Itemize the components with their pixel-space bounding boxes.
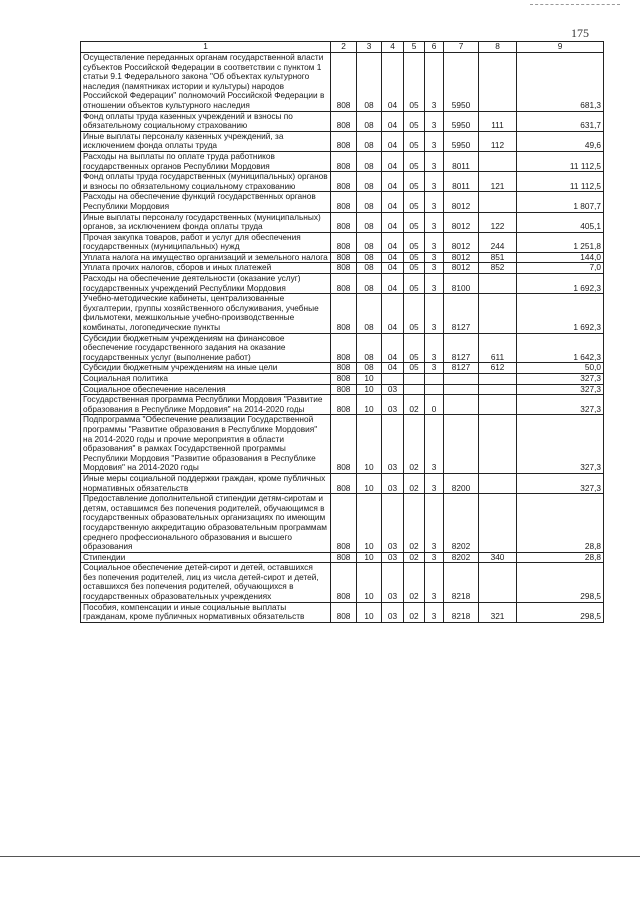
subsection-code-cell: 04 [382, 274, 404, 294]
section-code-cell: 08 [357, 333, 382, 363]
ministry-code-cell: 808 [331, 395, 357, 415]
program-code-cell: 05 [404, 263, 425, 274]
amount-cell: 327,3 [517, 415, 604, 474]
subsection-code-cell: 04 [382, 151, 404, 171]
table-row [81, 395, 604, 415]
bottom-edge-rule [0, 856, 640, 857]
expense-type-code-cell [479, 53, 517, 112]
subsection-code-cell: 04 [382, 212, 404, 232]
item-name-cell: Государственная программа Республики Мордовия "Развитие образования в Республике Мордовия" на 2014-2020 годы [81, 395, 331, 415]
item-name-cell: Предоставление дополнительной стипендии детям-сиротам и детям, оставшимся без попечения родителей, обучающимся в государственных образовательных организациях по имеющим государственную аккредитацию образовательным программам среднего профессионального образования и высшего образования [81, 494, 331, 553]
subprogram-code-cell: 3 [425, 151, 444, 171]
item-name-cell: Стипендии [81, 552, 331, 563]
table-row [81, 212, 604, 232]
table-row [81, 602, 604, 622]
item-name-cell: Субсидии бюджетным учреждениям на финансовое обеспечение государственного задания на оказание государственных услуг (выполнение работ) [81, 333, 331, 363]
subsection-code-cell: 03 [382, 602, 404, 622]
column-header-7: 7 [444, 42, 479, 53]
subprogram-code-cell: 3 [425, 252, 444, 263]
expense-type-code-cell [479, 563, 517, 602]
expense-type-code-cell [479, 294, 517, 333]
section-code-cell: 10 [357, 602, 382, 622]
subsection-code-cell: 04 [382, 294, 404, 333]
program-code-cell: 05 [404, 192, 425, 212]
expense-type-code-cell [479, 395, 517, 415]
subprogram-code-cell: 3 [425, 274, 444, 294]
section-code-cell: 10 [357, 384, 382, 395]
amount-cell: 298,5 [517, 602, 604, 622]
target-code-cell: 8202 [444, 494, 479, 553]
table-row [81, 192, 604, 212]
amount-cell: 11 112,5 [517, 151, 604, 171]
program-code-cell [404, 384, 425, 395]
table-row [81, 232, 604, 252]
subprogram-code-cell: 3 [425, 552, 444, 563]
table-row [81, 151, 604, 171]
ministry-code-cell: 808 [331, 212, 357, 232]
target-code-cell: 8011 [444, 151, 479, 171]
expense-type-code-cell [479, 374, 517, 385]
ministry-code-cell: 808 [331, 363, 357, 374]
amount-cell: 144,0 [517, 252, 604, 263]
table-row [81, 111, 604, 131]
target-code-cell: 8202 [444, 552, 479, 563]
expense-type-code-cell: 111 [479, 111, 517, 131]
program-code-cell: 05 [404, 131, 425, 151]
program-code-cell: 02 [404, 552, 425, 563]
target-code-cell [444, 395, 479, 415]
subsection-code-cell: 03 [382, 563, 404, 602]
subprogram-code-cell: 3 [425, 294, 444, 333]
expense-type-code-cell [479, 274, 517, 294]
amount-cell: 1 807,7 [517, 192, 604, 212]
subsection-code-cell: 03 [382, 494, 404, 553]
ministry-code-cell: 808 [331, 131, 357, 151]
section-code-cell: 08 [357, 274, 382, 294]
item-name-cell: Уплата прочих налогов, сборов и иных платежей [81, 263, 331, 274]
table-row [81, 252, 604, 263]
ministry-code-cell: 808 [331, 602, 357, 622]
column-header-1: 1 [81, 42, 331, 53]
table-row [81, 172, 604, 192]
subsection-code-cell: 03 [382, 395, 404, 415]
subsection-code-cell: 03 [382, 552, 404, 563]
item-name-cell: Субсидии бюджетным учреждениям на иные цели [81, 363, 331, 374]
target-code-cell: 8200 [444, 473, 479, 493]
target-code-cell [444, 384, 479, 395]
amount-cell: 7,0 [517, 263, 604, 274]
item-name-cell: Иные меры социальной поддержки граждан, кроме публичных нормативных обязательств [81, 473, 331, 493]
section-code-cell: 08 [357, 192, 382, 212]
target-code-cell: 5950 [444, 111, 479, 131]
subprogram-code-cell [425, 374, 444, 385]
ministry-code-cell: 808 [331, 494, 357, 553]
program-code-cell: 05 [404, 111, 425, 131]
subprogram-code-cell: 3 [425, 111, 444, 131]
expense-type-code-cell [479, 494, 517, 553]
item-name-cell: Фонд оплаты труда казенных учреждений и взносы по обязательному социальному страхованию [81, 111, 331, 131]
section-code-cell: 08 [357, 263, 382, 274]
program-code-cell: 02 [404, 602, 425, 622]
item-name-cell: Подпрограмма "Обеспечение реализации Государственной программы "Развитие образования в Республике Мордовия" на 2014-2020 годы и прочие мероприятия в области образования" в рамках Государственной программы Республики Мордовия "Развитие образования в Республике Мордовия" на 2014-2020 годы [81, 415, 331, 474]
header-row [81, 42, 604, 53]
ministry-code-cell: 808 [331, 333, 357, 363]
ministry-code-cell: 808 [331, 232, 357, 252]
ministry-code-cell: 808 [331, 53, 357, 112]
column-header-9: 9 [517, 42, 604, 53]
target-code-cell: 8012 [444, 263, 479, 274]
target-code-cell: 8127 [444, 363, 479, 374]
amount-cell: 28,8 [517, 494, 604, 553]
item-name-cell: Фонд оплаты труда государственных (муниципальных) органов и взносы по обязательному социальному страхованию [81, 172, 331, 192]
subsection-code-cell: 03 [382, 415, 404, 474]
ministry-code-cell: 808 [331, 172, 357, 192]
section-code-cell: 08 [357, 294, 382, 333]
subsection-code-cell: 04 [382, 232, 404, 252]
expense-type-code-cell: 612 [479, 363, 517, 374]
column-header-5: 5 [404, 42, 425, 53]
expense-type-code-cell: 852 [479, 263, 517, 274]
item-name-cell: Иные выплаты персоналу казенных учреждений, за исключением фонда оплаты труда [81, 131, 331, 151]
subprogram-code-cell: 3 [425, 602, 444, 622]
amount-cell: 405,1 [517, 212, 604, 232]
ministry-code-cell: 808 [331, 263, 357, 274]
table-row [81, 53, 604, 112]
program-code-cell: 05 [404, 274, 425, 294]
expense-type-code-cell [479, 384, 517, 395]
amount-cell: 327,3 [517, 473, 604, 493]
item-name-cell: Социальное обеспечение детей-сирот и детей, оставшихся без попечения родителей, лиц из числа детей-сирот и детей, оставшихся без попечения родителей, обучающихся в государственных образовательных учреждениях [81, 563, 331, 602]
table-row [81, 131, 604, 151]
table-row [81, 473, 604, 493]
ministry-code-cell: 808 [331, 192, 357, 212]
amount-cell: 327,3 [517, 384, 604, 395]
target-code-cell: 8100 [444, 274, 479, 294]
target-code-cell: 5950 [444, 131, 479, 151]
section-code-cell: 10 [357, 395, 382, 415]
item-name-cell: Прочая закупка товаров, работ и услуг для обеспечения государственных (муниципальных) нужд [81, 232, 331, 252]
ministry-code-cell: 808 [331, 274, 357, 294]
target-code-cell [444, 415, 479, 474]
expense-type-code-cell: 611 [479, 333, 517, 363]
target-code-cell [444, 374, 479, 385]
amount-cell: 298,5 [517, 563, 604, 602]
table-row [81, 263, 604, 274]
program-code-cell [404, 374, 425, 385]
amount-cell: 681,3 [517, 53, 604, 112]
amount-cell: 49,6 [517, 131, 604, 151]
subprogram-code-cell: 3 [425, 172, 444, 192]
section-code-cell: 08 [357, 172, 382, 192]
section-code-cell: 10 [357, 415, 382, 474]
subprogram-code-cell: 3 [425, 192, 444, 212]
program-code-cell: 05 [404, 363, 425, 374]
expense-type-code-cell [479, 473, 517, 493]
item-name-cell: Расходы на обеспечение функций государственных органов Республики Мордовия [81, 192, 331, 212]
subprogram-code-cell: 3 [425, 563, 444, 602]
subsection-code-cell: 04 [382, 363, 404, 374]
column-header-8: 8 [479, 42, 517, 53]
section-code-cell: 10 [357, 473, 382, 493]
column-header-6: 6 [425, 42, 444, 53]
amount-cell: 1 692,3 [517, 294, 604, 333]
expense-type-code-cell: 321 [479, 602, 517, 622]
expense-type-code-cell: 121 [479, 172, 517, 192]
section-code-cell: 08 [357, 111, 382, 131]
program-code-cell: 05 [404, 252, 425, 263]
ministry-code-cell: 808 [331, 552, 357, 563]
item-name-cell: Учебно-методические кабинеты, централизованные бухгалтерии, группы хозяйственного обслуживания, учебные фильмотеки, межшкольные учебно-производственные комбинаты, логопедические пункты [81, 294, 331, 333]
subsection-code-cell [382, 374, 404, 385]
section-code-cell: 10 [357, 552, 382, 563]
target-code-cell: 8218 [444, 563, 479, 602]
target-code-cell: 8011 [444, 172, 479, 192]
subsection-code-cell: 03 [382, 384, 404, 395]
program-code-cell: 02 [404, 395, 425, 415]
item-name-cell: Пособия, компенсации и иные социальные выплаты гражданам, кроме публичных нормативных обязательств [81, 602, 331, 622]
section-code-cell: 10 [357, 563, 382, 602]
amount-cell: 50,0 [517, 363, 604, 374]
subsection-code-cell: 04 [382, 172, 404, 192]
expense-type-code-cell: 122 [479, 212, 517, 232]
table-row [81, 363, 604, 374]
expense-type-code-cell [479, 192, 517, 212]
ministry-code-cell: 808 [331, 111, 357, 131]
subprogram-code-cell: 3 [425, 53, 444, 112]
program-code-cell: 05 [404, 53, 425, 112]
program-code-cell: 02 [404, 563, 425, 602]
target-code-cell: 8012 [444, 212, 479, 232]
subprogram-code-cell [425, 384, 444, 395]
program-code-cell: 05 [404, 333, 425, 363]
subprogram-code-cell: 3 [425, 212, 444, 232]
table-row [81, 294, 604, 333]
expense-type-code-cell: 244 [479, 232, 517, 252]
item-name-cell: Расходы на выплаты по оплате труда работников государственных органов Республики Мордовия [81, 151, 331, 171]
table-row [81, 333, 604, 363]
program-code-cell: 02 [404, 494, 425, 553]
amount-cell: 1 692,3 [517, 274, 604, 294]
section-code-cell: 10 [357, 494, 382, 553]
target-code-cell: 8218 [444, 602, 479, 622]
ministry-code-cell: 808 [331, 294, 357, 333]
section-code-cell: 08 [357, 53, 382, 112]
target-code-cell: 8127 [444, 333, 479, 363]
program-code-cell: 02 [404, 473, 425, 493]
program-code-cell: 05 [404, 232, 425, 252]
program-code-cell: 05 [404, 212, 425, 232]
amount-cell: 1 251,8 [517, 232, 604, 252]
column-header-4: 4 [382, 42, 404, 53]
expense-type-code-cell: 340 [479, 552, 517, 563]
ministry-code-cell: 808 [331, 374, 357, 385]
section-code-cell: 10 [357, 374, 382, 385]
expense-type-code-cell: 851 [479, 252, 517, 263]
item-name-cell: Уплата налога на имущество организаций и земельного налога [81, 252, 331, 263]
target-code-cell: 8012 [444, 192, 479, 212]
section-code-cell: 08 [357, 131, 382, 151]
subsection-code-cell: 04 [382, 263, 404, 274]
item-name-cell: Социальное обеспечение населения [81, 384, 331, 395]
subsection-code-cell: 04 [382, 192, 404, 212]
ministry-code-cell: 808 [331, 415, 357, 474]
section-code-cell: 08 [357, 151, 382, 171]
ministry-code-cell: 808 [331, 252, 357, 263]
table-row [81, 494, 604, 553]
subsection-code-cell: 04 [382, 252, 404, 263]
subsection-code-cell: 04 [382, 111, 404, 131]
subprogram-code-cell: 3 [425, 494, 444, 553]
subsection-code-cell: 04 [382, 131, 404, 151]
subprogram-code-cell: 3 [425, 131, 444, 151]
subprogram-code-cell: 3 [425, 333, 444, 363]
table-row [81, 552, 604, 563]
table-row [81, 384, 604, 395]
ministry-code-cell: 808 [331, 384, 357, 395]
subprogram-code-cell: 3 [425, 415, 444, 474]
expense-type-code-cell: 112 [479, 131, 517, 151]
subprogram-code-cell: 0 [425, 395, 444, 415]
subprogram-code-cell: 3 [425, 232, 444, 252]
expense-type-code-cell [479, 151, 517, 171]
target-code-cell: 5950 [444, 53, 479, 112]
table-row [81, 415, 604, 474]
amount-cell: 327,3 [517, 374, 604, 385]
amount-cell: 11 112,5 [517, 172, 604, 192]
program-code-cell: 05 [404, 151, 425, 171]
program-code-cell: 05 [404, 172, 425, 192]
table-body [81, 53, 604, 623]
item-name-cell: Социальная политика [81, 374, 331, 385]
table-row [81, 374, 604, 385]
section-code-cell: 08 [357, 212, 382, 232]
top-edge-rule [530, 4, 620, 5]
section-code-cell: 08 [357, 252, 382, 263]
subprogram-code-cell: 3 [425, 473, 444, 493]
subprogram-code-cell: 3 [425, 263, 444, 274]
subprogram-code-cell: 3 [425, 363, 444, 374]
subsection-code-cell: 04 [382, 333, 404, 363]
ministry-code-cell: 808 [331, 473, 357, 493]
table-row [81, 563, 604, 602]
item-name-cell: Осуществление переданных органам государственной власти субъектов Российской Федерации в соответствии с пунктом 1 статьи 9.1 Федерального закона "Об объектах культурного наследия (памятниках истории и культуры) народов Российской Федерации" полномочий Российской Федерации в отношении объектов культурного наследия [81, 53, 331, 112]
budget-table [80, 41, 604, 623]
expense-type-code-cell [479, 415, 517, 474]
page-number: 175 [571, 26, 589, 40]
amount-cell: 631,7 [517, 111, 604, 131]
item-name-cell: Иные выплаты персоналу государственных (муниципальных) органов, за исключением фонда оплаты труда [81, 212, 331, 232]
subsection-code-cell: 04 [382, 53, 404, 112]
section-code-cell: 08 [357, 232, 382, 252]
amount-cell: 1 642,3 [517, 333, 604, 363]
program-code-cell: 02 [404, 415, 425, 474]
target-code-cell: 8127 [444, 294, 479, 333]
target-code-cell: 8012 [444, 232, 479, 252]
column-header-2: 2 [331, 42, 357, 53]
target-code-cell: 8012 [444, 252, 479, 263]
ministry-code-cell: 808 [331, 151, 357, 171]
table-row [81, 274, 604, 294]
column-header-3: 3 [357, 42, 382, 53]
item-name-cell: Расходы на обеспечение деятельности (оказание услуг) государственных учреждений Республики Мордовия [81, 274, 331, 294]
ministry-code-cell: 808 [331, 563, 357, 602]
subsection-code-cell: 03 [382, 473, 404, 493]
program-code-cell: 05 [404, 294, 425, 333]
amount-cell: 28,8 [517, 552, 604, 563]
section-code-cell: 08 [357, 363, 382, 374]
amount-cell: 327,3 [517, 395, 604, 415]
